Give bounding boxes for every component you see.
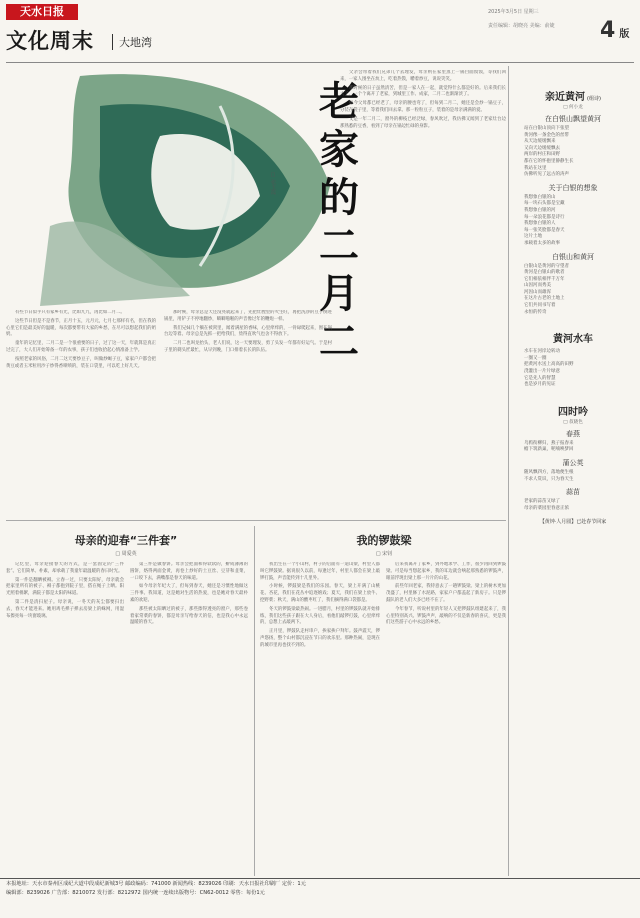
poem3-section-heading: 蒜苗 [566, 488, 580, 497]
story2-paragraph: 冬天的锣鼓梁最热闹。一进腊月，村里的锣鼓队就开始排练，我们这些孩子跟在大人身后，看他们敲锣打鼓，心里痒痒的，总想上去敲两下。 [260, 606, 380, 626]
poem-line: 在这片古老的土地上 [524, 296, 565, 302]
poetry-sidebar [512, 68, 634, 860]
issue-date: 2025年3月5日 星期三 [488, 9, 539, 15]
newspaper-logo: 天水日报 [6, 4, 78, 20]
poem1-section-heading: 白银山和黄河 [552, 252, 594, 261]
story1-paragraph: 记忆里，母亲迎接春天的方式，是一套固定的“三件套”。它们简单、朴素，却承载了我童年最温暖的春日时光。 [6, 562, 124, 574]
poem-line: 永恒的传奇 [524, 309, 547, 315]
story1-paragraph: 第三件是做春饼。母亲会把面和得软软的，擀成薄薄的圆饼，烙得两面金黄，再卷上炒好的土豆丝、豆芽和韭菜，一口咬下去，满嘴都是春天的味道。 [130, 562, 248, 581]
story2-col2 [386, 562, 506, 876]
poem-line: 都在它的怀抱里静静生长 [524, 158, 574, 164]
feature-body-col3 [340, 70, 506, 515]
story2-title: 我的锣鼓梁 [356, 534, 412, 547]
story2-paragraph: 后来我离开了家乡，到外地求学、工作，很少再回到锣鼓梁。可是每当想起家乡，我的耳边就会响起那熟悉的锣鼓声，眼前浮现出梁上那一片片的山花。 [386, 562, 506, 581]
poem-line: 老家的蒜苗又绿了 [524, 499, 560, 505]
editor-credits: 责任编辑：胡晓亮 美编：俞婕 [488, 23, 555, 29]
poem-line: 不求人赏识，只为春天生 [524, 476, 574, 482]
feature-paragraph: 二月二也叫龙抬头，老人们说，这一天要理发，剪了头发一年都有好运气。于是村子里的剃头匠最忙，从早到晚，门口排着长长的队伍。 [164, 341, 332, 353]
feature-illustration [40, 66, 340, 306]
poem-line: 水车在河岸边转动 [524, 349, 560, 355]
story1-paragraph: 第二件是清扫屋子。母亲说，一冬天的灰尘都要扫出去，春天才能进来。她用鸡毛掸子掸去房梁上的蛛网，用湿布擦亮每一块窗玻璃。 [6, 599, 124, 619]
footer-divider [0, 878, 640, 879]
poem-line: 它们共同书写着 [524, 303, 556, 309]
feature-paragraph: 如今父母都已经老了，母亲的腰也弯了，但每到二月二，她还是会炒一锅豆子，分装在袋子里，等着我们回去拿。那一粒粒豆子，装着的是母亲满满的爱。 [340, 101, 506, 113]
story1-author: □ 周爱英 [115, 551, 137, 557]
page-label: 版 [619, 29, 630, 40]
poem-line: 它们相依相伴千万年 [524, 276, 565, 282]
feature-body-col2 [164, 310, 332, 515]
poem-line: 一圈又一圈 [524, 355, 547, 361]
story2-paragraph: 前些年回老家，我特意去了一趟锣鼓梁。梁上的树木更加茂盛了，村里修了水泥路，家家户户都盖起了新房子。只是锣鼓队的老人们大多已经不在了。 [386, 584, 506, 603]
story2-paragraph: 正月里，锣鼓队走村串户，挨家挨户拜年。鼓声震天，锣声悠扬，整个山村都沉浸在节日的欢乐里。那种热闹，是现在的城市里再也找不到的。 [260, 629, 380, 648]
poem3-footnote: 【黄钟·人月圆】已赴春节回家 [539, 519, 607, 526]
story2-author: □ 宋钊 [375, 551, 393, 557]
poem-line: 这片土地 [524, 234, 542, 240]
poem3-section-heading: 蒲公英 [562, 459, 584, 467]
poem-line: 我想象白银的河 [524, 207, 556, 213]
story1-paragraph: 第一件是翻晒被褥。立春一过，只要太阳好，母亲就会把家里所有的被子、褥子都抱到院子里，搭在绳子上晒。阳光照着棉絮，满院子都是太阳的味道。 [6, 577, 124, 597]
poem-line: 仿佛听见了远古的涛声 [524, 172, 569, 178]
section-divider [6, 520, 506, 521]
masthead-divider [6, 62, 634, 63]
poem-line: 河因山而雄浑 [524, 289, 551, 295]
poem-line: 山因河而秀美 [524, 283, 551, 289]
poem-line: 每一张笑脸都是春天 [524, 227, 565, 233]
poem-line: 檐下筑新巢，呢喃唤梦回 [524, 447, 574, 453]
feature-title: 老家的二月二 [319, 78, 359, 365]
poem-line: 随风飘四方，落地便生根 [524, 470, 574, 475]
poem-line: 黄河是白银山的歌者 [524, 270, 565, 276]
feature-paragraph: 那时候，母亲总是天还没亮就起来了，先把灶膛里的火生旺，再把洗净的豆子倒进锅里，用铲子不停地翻炒，噼噼啪啪的声音像过年的鞭炮一样。 [164, 310, 332, 322]
poem-line: 从天边缓缓飘来 [524, 139, 556, 145]
feature-paragraph: 我们兄妹几个躺在被窝里，闻着满屋的香味，心里痒痒的，一骨碌爬起来，围在锅台边等着。母亲总是先抓一把给我们，烫得直吹气也舍不得放下。 [164, 325, 332, 338]
story1-paragraph: 如今母亲年纪大了，但每到春天，她还是习惯性地做这三件事。我知道，这是她对生活的热爱，也是她对春天最朴素的欢迎。 [130, 584, 248, 603]
footer-line: 编辑部：8239026 广告部：8210072 发行部：8212972 国内统一连续出版物号：CN62-0012 零售：每份1元 [6, 890, 265, 896]
page-number-value: 4 [600, 18, 616, 43]
poem-line: 白银山是黄河的守望者 [524, 263, 569, 269]
story1-col1 [6, 562, 124, 876]
story1-paragraph: 那些被太阳晒过的被子，那些擦得透亮的窗户，那些卷着家常菜的春饼，都是母亲写给春天的信，也是我心中永远温暖的春天。 [130, 606, 248, 626]
feature-paragraph: 又是一年二月二，窗外的柳枝已经泛绿，春风吹过，我仿佛又闻到了老家灶台边那熟悉的豆香，看到了母亲在锅边忙碌的身影。 [340, 116, 506, 129]
poem1-section-heading: 在白银山飘望黄河 [545, 115, 601, 123]
poem-line: 黄河像一条金色的丝带 [524, 132, 569, 138]
feature-paragraph: 按照老家的风俗，二月二这天要炒豆子，叫做炒蝎子豆，家家户户都会把黄豆或者玉米粒用沙子炒得香喷喷的，装在口袋里，可以吃上好几天。 [6, 356, 156, 369]
poem-line: 每一朵浪花都是诗行 [524, 214, 565, 220]
story2-col1 [260, 562, 380, 876]
poem-line: 我想象白银的人 [524, 221, 556, 227]
poem-line: 我站在这里 [524, 165, 547, 171]
poem2-title: 黄河水车 [553, 334, 593, 346]
poem1-section-heading: 关于白银的想象 [548, 183, 598, 192]
story2-paragraph: 我出生在一个小山村，村子的后面有一道山梁，村里人都叫它锣鼓梁。据说很久以前，每逢过年，村里人都会在梁上敲锣打鼓，声音能传到十几里外。 [260, 562, 380, 581]
story1-col2 [130, 562, 248, 876]
column-divider [254, 526, 255, 876]
story2-paragraph: 今年春节，听说村里的年轻人又把锣鼓队组建起来了，我心里特别高兴。锣鼓声声，敲响的不仅是新春的喜庆，更是我们这些游子心中永远的乡愁。 [386, 606, 506, 626]
feature-paragraph: 父亲会带着我们兄弟几个去理发，母亲则在家里蒸上一锅白面馍馍，等我们回来，一家人围坐在炕上，吃着热馍，嚼着炒豆，说说笑笑。 [340, 70, 506, 82]
section-title: 文化周末 [6, 29, 94, 53]
feature-body-col1 [6, 310, 156, 515]
poem-line: 我想象白银的山 [524, 194, 556, 200]
poem-line: 又向天边缓缓飘去 [524, 145, 560, 151]
feature-paragraph: 这些节日但是不是春节，正月十五，元月元，七月七那样有名，但在我的心里它们是最美好的温暖，每次都要带有大家的乡愁，在尽可以想起我们的奶奶。 [6, 318, 156, 338]
story1-title: 母亲的迎春“三件套” [74, 534, 178, 547]
story2-paragraph: 小时候，锣鼓梁是我们的乐园。春天，梁上开满了山桃花、杏花，我们在花丛中追逐嬉戏；夏天，我们在梁上放牛、挖野菜；秋天，满山的酸枣红了，我们摘得满口袋都是。 [260, 584, 380, 603]
poem-line: 浇灌出一片片绿意 [524, 369, 560, 375]
poem-line: 也是岁月的见证 [524, 382, 556, 388]
poem1-title-text: 亲近黄河 [545, 92, 586, 103]
footer-line: 本报地址：天水市秦州区成纪大道中段成纪新城3号 邮政编码：741000 新闻热线：8239026 印刷：天水日报社印刷厂 定价：1元 [6, 881, 306, 887]
feature-paragraph: 有些节日似乎只有家乡有光，比如九九，再比如二月二。 [15, 310, 125, 315]
poem1-title [512, 88, 634, 103]
poem1-tag: (组诗) [587, 96, 601, 102]
poem3-section-heading: 春燕 [566, 429, 580, 438]
poem-line: 母亲的菜园里春意正浓 [524, 505, 569, 511]
poem-line: 每一块石头都是宝藏 [524, 201, 565, 207]
section-subtitle: 大地湾 [112, 34, 152, 50]
page-number [600, 18, 629, 43]
page-footer [0, 880, 640, 918]
feature-paragraph: 童年的记忆里，二月二是一个很重要的日子，过了这一天，年就算是真正过完了，大人们开始筹备一年的农事，孩子们也收拾起心情准备上学。 [6, 341, 156, 353]
feature-author: □ 张玉霞 [270, 172, 276, 195]
masthead [0, 0, 640, 60]
poem-line: 乌鸦衔柳归，燕子报春来 [524, 440, 574, 446]
poem3-title: 四时吟 [558, 406, 588, 418]
poem3-author: □ 叔晓色 [563, 419, 583, 425]
sidebar-divider [508, 66, 509, 876]
poem-line: 它是先人的智慧 [524, 375, 556, 381]
poem-line: 站在白银山顶向下张望 [524, 126, 569, 131]
poem-line: 两岸的村庄和田野 [524, 152, 560, 158]
poem-line: 把黄河水送上高高的田野 [524, 362, 574, 368]
poem-line: 承载着太多的故事 [524, 240, 560, 246]
poem1-author: □ 何小龙 [563, 105, 583, 110]
feature-paragraph: 那时候的日子虽然清苦，但是一家人在一起，就觉得什么都是好的。后来我们长大了，一个个离开了老家，到城里工作、成家，二月二也渐渐淡了。 [340, 85, 506, 98]
